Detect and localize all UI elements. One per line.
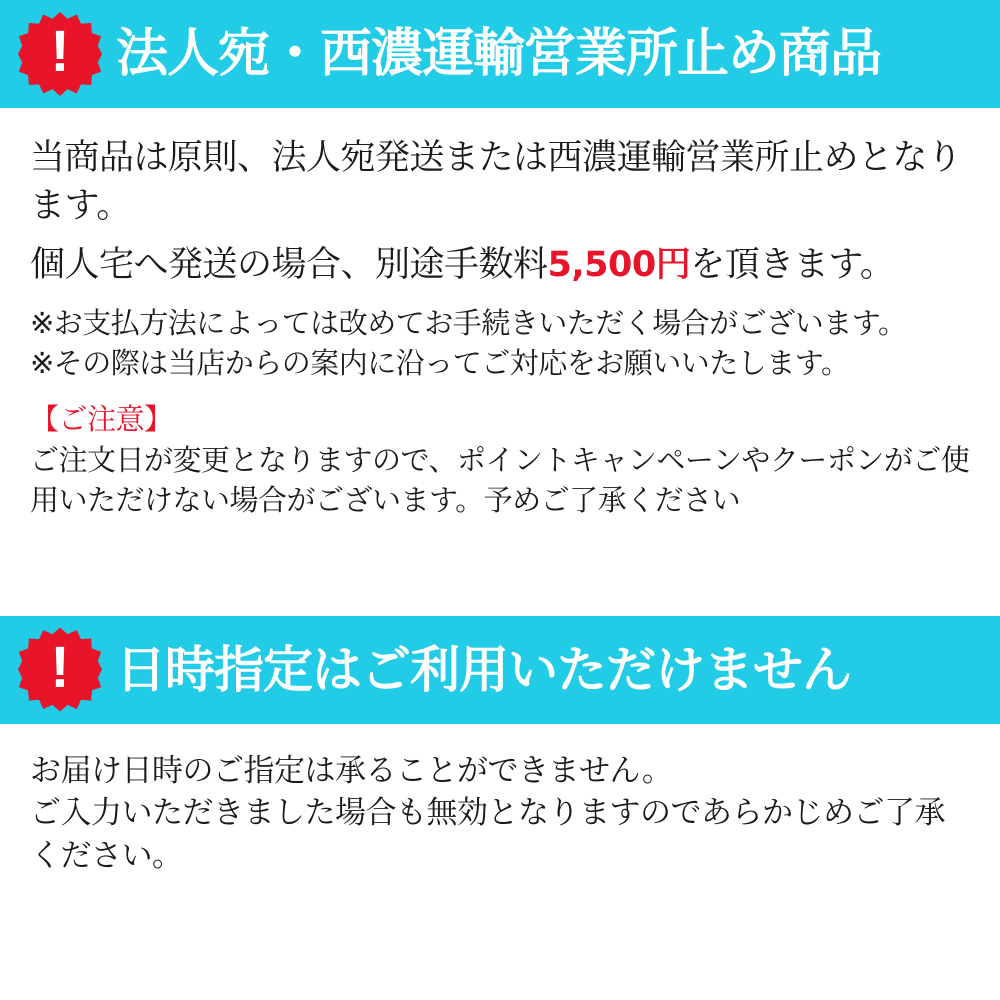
notice1-paragraph2-before: 個人宅へ発送の場合、別途手数料: [30, 244, 548, 285]
exclamation-burst-icon: [18, 628, 102, 712]
notice1-caution-heading: 【ご注意】: [30, 401, 173, 436]
notice2-title: 日時指定はご利用いただけません: [116, 640, 851, 699]
notice1-note2: ※その際は当店からの案内に沿ってご対応をお願いいたします。: [30, 345, 850, 380]
section-spacer: [0, 520, 1000, 616]
notice2-paragraph2: ご入力いただきました場合も無効となりますのであらかじめご了承ください。: [30, 795, 945, 875]
notice2-body: [0, 724, 1000, 878]
notice2-banner: [0, 616, 1000, 724]
notice1-caution-body: ご注文日が変更となりますので、ポイントキャンペーンやクーポンがご使用いただけない場合がございます。予めご了承ください: [30, 442, 970, 517]
notice1-banner: [0, 0, 1000, 108]
notice1-paragraph2-after: を頂きます。: [690, 244, 895, 285]
notice1-note1: ※お支払方法によっては改めてお手続きいただく場合がございます。: [30, 305, 907, 340]
exclamation-mark: !: [50, 634, 70, 700]
exclamation-burst-icon: [18, 12, 102, 96]
notice1-body: [0, 108, 1000, 520]
notice1-paragraph1: 当商品は原則、法人宛発送または西濃運輸営業所止めとなります。: [30, 138, 962, 227]
notice2-paragraph1: お届け日時のご指定は承ることができません。: [30, 752, 673, 789]
notice1-title: 法人宛・西濃運輸営業所止め商品: [116, 24, 882, 84]
exclamation-mark: !: [50, 19, 70, 84]
notice1-fee-amount: 5,500円: [547, 244, 691, 285]
notice1-paragraph2: [30, 241, 970, 289]
